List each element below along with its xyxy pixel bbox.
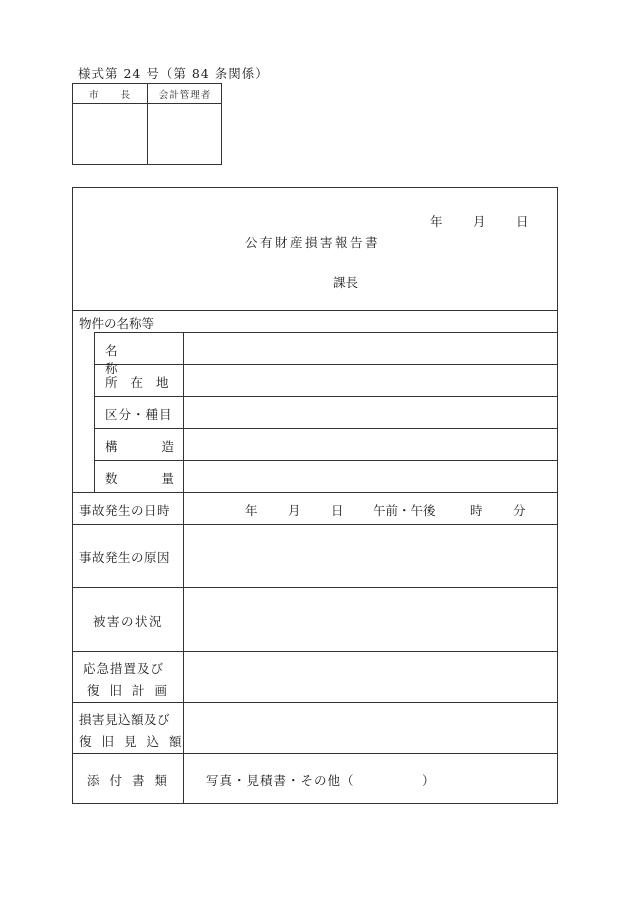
emergency-label-line2: 復旧計画	[87, 683, 178, 698]
incident-datetime-label: 事故発生の日時	[79, 503, 171, 518]
row-label-category: 区分・種目	[105, 407, 173, 422]
property-structure-field[interactable]	[184, 429, 556, 460]
divider	[73, 753, 557, 754]
incident-ampm-label: 午前・午後	[373, 503, 436, 518]
emergency-label-line1: 応急措置及び	[83, 661, 165, 676]
stamp-header-mayor: 市 長	[73, 84, 148, 104]
row-label-name: 名称	[105, 343, 162, 376]
divider	[73, 310, 557, 311]
attachments-label: 添付書類	[87, 773, 178, 788]
divider	[94, 332, 95, 492]
damage-field[interactable]	[184, 588, 556, 651]
stamp-cell-mayor[interactable]	[73, 104, 148, 164]
row-label-location: 所在地	[105, 375, 182, 390]
date-month-label: 月	[473, 214, 486, 229]
date-year-label: 年	[430, 214, 443, 229]
emergency-field[interactable]	[184, 652, 556, 702]
property-name-field[interactable]	[184, 333, 556, 364]
row-label-structure: 構造	[105, 439, 219, 454]
property-quantity-field[interactable]	[184, 461, 556, 492]
divider	[73, 492, 557, 493]
damage-label: 被害の状況	[93, 614, 164, 629]
damage-report-form	[72, 187, 558, 804]
form-title: 公有財産損害報告書	[245, 235, 381, 250]
incident-hour-label: 時	[470, 503, 483, 518]
attachments-value[interactable]: 写真・見積書・その他（ ）	[206, 773, 436, 788]
incident-month-label: 月	[288, 503, 301, 518]
row-label-quantity: 数量	[105, 471, 219, 486]
property-location-field[interactable]	[184, 365, 556, 396]
stamp-header-accounting: 会計管理者	[148, 84, 222, 104]
estimate-label-line1: 損害見込額及び	[79, 712, 171, 727]
incident-day-label: 日	[331, 503, 344, 518]
date-day-label: 日	[516, 214, 529, 229]
incident-minute-label: 分	[513, 503, 526, 518]
incident-year-label: 年	[245, 503, 258, 518]
stamp-cell-accounting[interactable]	[148, 104, 222, 164]
property-category-field[interactable]	[184, 397, 556, 428]
form-reference: 様式第 24 号（第 84 条関係）	[78, 66, 269, 81]
estimate-field[interactable]	[184, 703, 556, 753]
estimate-label-line2: 復旧見込額	[79, 734, 192, 749]
approval-stamp-box	[72, 83, 222, 165]
cause-label: 事故発生の原因	[79, 550, 171, 565]
cause-field[interactable]	[184, 525, 556, 587]
property-section-heading: 物件の名称等	[79, 316, 155, 331]
addressee: 課長	[333, 275, 359, 290]
